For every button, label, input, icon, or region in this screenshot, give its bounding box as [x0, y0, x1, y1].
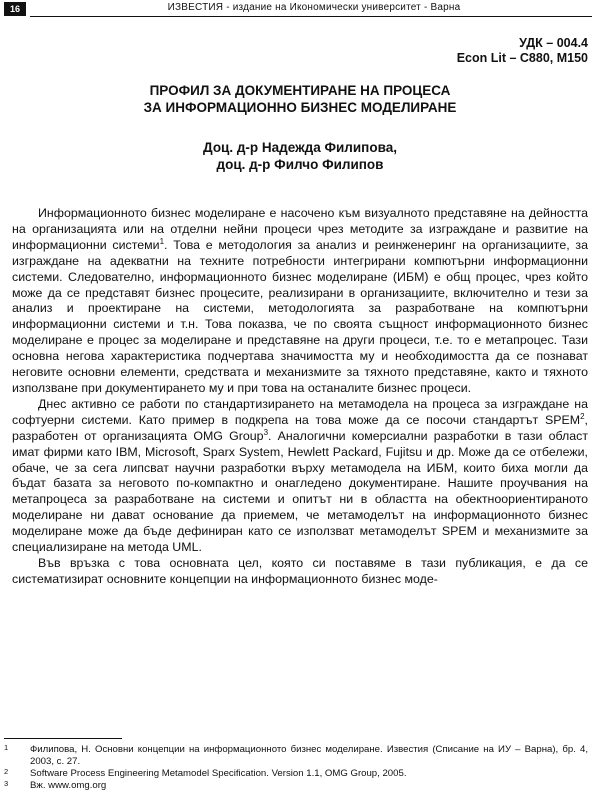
- footnote-2: [4, 768, 588, 780]
- footnote-1-text: Филипова, Н. Основни концепции на информационното бизнес моделиране. Известия (Списание на ИУ – Варна), бр. 4, 2003, с. 27.: [30, 744, 588, 767]
- footnote-1-number: 1: [4, 743, 9, 752]
- paragraph-2: [12, 397, 588, 556]
- footnote-3-number: 3: [4, 779, 9, 788]
- article-body: [12, 206, 588, 588]
- paragraph-2-text-a: Днес активно се работи по стандартизирането на метамодела на процеса за изграждане на софтуерни системи. Като пример в подкрепа на това може да се посочи стандартът SPEM: [12, 396, 588, 427]
- author-1: Доц. д-р Надежда Филипова,: [203, 140, 397, 155]
- paragraph-1: [12, 206, 588, 397]
- paragraph-2-text-b: , разработен от организацията OMG Group: [12, 412, 588, 443]
- article-title: [0, 82, 600, 116]
- journal-title: ИЗВЕСТИЯ - издание на Икономически университет - Варна: [167, 2, 461, 13]
- udk-code: УДК – 004.4: [519, 36, 588, 50]
- footnote-ref-2: 2: [580, 411, 585, 421]
- footnote-ref-1: 1: [159, 236, 165, 246]
- footnote-separator: [4, 738, 122, 739]
- footnote-3: [4, 780, 588, 792]
- header-rule: [30, 16, 592, 17]
- paragraph-2-text-c: . Аналогични комерсиални разработки в тази област имат фирми като IBM, Microsoft, Sparx System, Hewlett Packard, Fujitsu и др. Може да се отбележи, обаче, че за сега липсват научни разработки върху метамодела на ИБМ, които биха могли да бъдат базата за неговото по-компактно и онагледено документиране. Нашите проучвания на метапроцеса за разработване на системи и опитът ни в областта на обектноориентираното моделиране ни дават основание да приемем, че метамоделът на информационното бизнес моделиране може да бъде дефиниран като се използват метамоделът SPEM и механизмите за специализиране на метода UML.: [12, 428, 588, 555]
- title-line-1: ПРОФИЛ ЗА ДОКУМЕНТИРАНЕ НА ПРОЦЕСА: [149, 83, 451, 98]
- footnote-1: [4, 744, 588, 768]
- paragraph-1-text-b: . Това е методология за анализ и реинженеринг на организациите, за изграждане на адекватни на техните потребности интегрирани компютърни информационни системи. Следователно, информационното бизнес моделиране (ИБМ) е общ процес, чрез който може да се представят бизнес процесите, реализирани в организациите, включително и тези за анализ и проектиране на системи, методологията за разработване на компютърни информационни системи и т.н. Това показва, че по своята същност информационното бизнес моделиране е процес за моделиране и представяне на други процеси, т.е. то е метапроцес. Тази основна негова характеристика подчертава значимостта му и необходимостта да се познават неговите основни елементи, средствата и механизмите за тяхното представяне, както и тяхното използване при документирането му и при това на останалите бизнес процеси.: [12, 237, 588, 395]
- paragraph-1-text-a: Информационното бизнес моделиране е насочено към визуалното представяне на дейността на организацията или на отделни нейни процеси чрез методите за изграждане и развитие на информационни системи: [12, 206, 588, 252]
- classification-codes: [457, 36, 588, 66]
- title-line-2: ЗА ИНФОРМАЦИОННО БИЗНЕС МОДЕЛИРАНЕ: [143, 100, 457, 115]
- footnote-2-number: 2: [4, 767, 9, 776]
- paragraph-3: Във връзка с това основната цел, която си поставяме в тази публикация, е да се систематизират основните концепции на информационното бизнес моде-: [12, 555, 588, 586]
- footnote-ref-3: 3: [263, 427, 269, 437]
- page-number: 16: [4, 2, 26, 16]
- footnote-2-text: Software Process Engineering Metamodel Specification. Version 1.1, OMG Group, 2005.: [30, 768, 407, 779]
- footnote-3-text: Вж. www.omg.org: [30, 780, 107, 791]
- econlit-code: Econ Lit – C880, M150: [456, 51, 588, 65]
- authors: [0, 139, 600, 173]
- author-2: доц. д-р Филчо Филипов: [216, 157, 384, 172]
- running-header: [0, 0, 600, 17]
- footnotes: [4, 744, 588, 792]
